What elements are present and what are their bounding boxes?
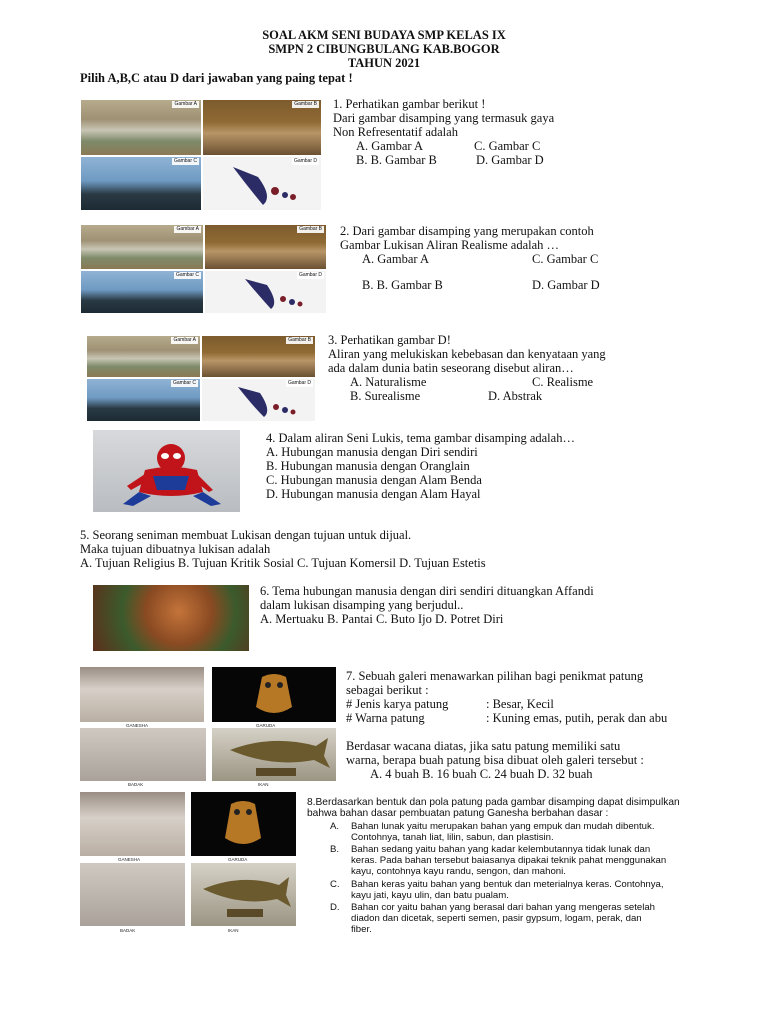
q2-text-2: Gambar Lukisan Aliran Realisme adalah … xyxy=(340,238,560,252)
q8-option-b-1: Bahan sedang yaitu bahan yang kadar kelembutannya tidak lunak dan xyxy=(351,844,651,855)
fish-figure-icon xyxy=(212,728,336,781)
q4-option-a: A. Hubungan manusia dengan Diri sendiri xyxy=(266,445,478,459)
painting-b xyxy=(203,100,321,155)
q2-text-1: 2. Dari gambar disamping yang merupakan contoh xyxy=(340,224,594,238)
q8-option-d-2: diadon dan dicetak, seperti semen, pasir gypsum, logam, perak, dan xyxy=(351,913,642,924)
q7-row2-key: # Warna patung xyxy=(346,711,425,725)
caption-c: Gambar C xyxy=(172,380,196,386)
q8-text-2: bahwa bahan dasar pembuatan patung Ganesha berbahan dasar : xyxy=(307,808,609,819)
painting-c xyxy=(87,379,200,421)
caption-c: Gambar C xyxy=(175,272,199,278)
q8-option-b-2: keras. Pada bahan tersebut baiasanya dipakai teknik pahat menggunakan xyxy=(351,855,667,866)
caption-garuda: GARUDA xyxy=(256,723,276,728)
painting-c xyxy=(81,157,201,210)
painting-b xyxy=(202,336,315,377)
affandi-painting-image xyxy=(93,585,249,651)
ganesha-statue-image xyxy=(80,667,204,722)
q5-text-1: 5. Seorang seniman membuat Lukisan dengan tujuan untuk dijual. xyxy=(80,528,412,542)
fish-figure-icon xyxy=(191,863,296,926)
painting-c xyxy=(81,271,203,313)
q6-text-2: dalam lukisan disamping yang berjudul.. xyxy=(260,598,464,612)
caption-a: Gambar A xyxy=(174,101,197,107)
caption-ikan: IKAN xyxy=(228,928,239,933)
painting-d xyxy=(203,157,321,210)
q8-label-b: B. xyxy=(330,844,340,855)
spiderman-figure-icon xyxy=(93,430,240,512)
q3-option-d: D. Abstrak xyxy=(488,389,543,403)
q7-row1-value: : Besar, Kecil xyxy=(486,697,554,711)
q3-option-a: A. Naturalisme xyxy=(350,375,427,389)
caption-ganesha: GANESHA xyxy=(126,723,149,728)
ikan-statue-image xyxy=(212,728,336,781)
q2-option-c: C. Gambar C xyxy=(532,252,599,266)
caption-badak: BADAK xyxy=(128,782,144,787)
q2-option-b: B. B. Gambar B xyxy=(362,278,443,292)
q8-option-c-2: kayu jati, kayu ulin, dan batu pualam. xyxy=(351,890,509,901)
ganesha-statue-image xyxy=(80,792,185,856)
q5-options: A. Tujuan Religius B. Tujuan Kritik Sosial C. Tujuan Komersil D. Tujuan Estetis xyxy=(80,556,486,570)
q8-option-c-1: Bahan keras yaitu bahan yang bentuk dan meterialnya keras. Contohnya, xyxy=(351,879,664,890)
spiderman-image xyxy=(93,430,240,512)
caption-d: Gambar D xyxy=(293,158,317,164)
badak-statue-image xyxy=(80,728,206,781)
caption-d: Gambar D xyxy=(298,272,322,278)
q8-label-d: D. xyxy=(330,902,340,913)
instruction: Pilih A,B,C atau D dari jawaban yang paing tepat ! xyxy=(80,71,353,85)
q4-option-d: D. Hubungan manusia dengan Alam Hayal xyxy=(266,487,481,501)
q2-option-d: D. Gambar D xyxy=(532,278,600,292)
q7-text-2: sebagai berikut : xyxy=(346,683,429,697)
caption-b: Gambar B xyxy=(288,337,311,343)
garuda-statue-image xyxy=(191,792,296,856)
painting-b xyxy=(205,225,326,269)
painting-a xyxy=(87,336,200,377)
q1-text-2: Dari gambar disamping yang termasuk gaya xyxy=(333,111,555,125)
q8-option-d-1: Bahan cor yaitu bahan yang berasal dari bahan yang mengeras setelah xyxy=(351,902,656,913)
q1-text-1: 1. Perhatikan gambar berikut ! xyxy=(333,97,486,111)
q4-option-b: B. Hubungan manusia dengan Oranglain xyxy=(266,459,470,473)
q8-label-a: A. xyxy=(330,821,340,832)
q3-text-1: 3. Perhatikan gambar D! xyxy=(328,333,451,347)
caption-b: Gambar B xyxy=(299,226,322,232)
q1-option-a: A. Gambar A xyxy=(356,139,423,153)
caption-ganesha: GANESHA xyxy=(118,857,141,862)
q8-label-c: C. xyxy=(330,879,340,890)
caption-garuda: GARUDA xyxy=(228,857,248,862)
ikan-statue-image xyxy=(191,863,296,926)
q5-text-2: Maka tujuan dibuatnya lukisan adalah xyxy=(80,542,271,556)
q1-option-d: D. Gambar D xyxy=(476,153,544,167)
q6-options: A. Mertuaku B. Pantai C. Buto Ijo D. Potret Diri xyxy=(260,612,504,626)
title-line-1: SOAL AKM SENI BUDAYA SMP KELAS IX xyxy=(262,28,506,42)
q8-option-d-3: fiber. xyxy=(351,924,372,935)
q3-text-3: ada dalam dunia batin seseorang disebut aliran… xyxy=(328,361,574,375)
painting-d xyxy=(202,379,315,421)
caption-a: Gambar A xyxy=(173,337,196,343)
caption-a: Gambar A xyxy=(176,226,199,232)
caption-b: Gambar B xyxy=(294,101,317,107)
painting-d xyxy=(205,271,326,313)
caption-ikan: IKAN xyxy=(258,782,269,787)
owl-figure-icon xyxy=(212,667,336,722)
q3-option-b: B. Surealisme xyxy=(350,389,421,403)
q7-options: A. 4 buah B. 16 buah C. 24 buah D. 32 buah xyxy=(370,767,593,781)
q4-text-1: 4. Dalam aliran Seni Lukis, tema gambar disamping adalah… xyxy=(266,431,575,445)
q7-text-4: warna, berapa buah patung bisa dibuat oleh galeri tersebut : xyxy=(346,753,644,767)
q1-text-3: Non Refresentatif adalah xyxy=(333,125,458,139)
title-line-3: TAHUN 2021 xyxy=(347,56,421,70)
q8-option-a-2: Contohnya, tanah liat, lilin, sabun, dan plastisin. xyxy=(351,832,554,843)
painting-a xyxy=(81,100,201,155)
q7-row1-key: # Jenis karya patung xyxy=(346,697,449,711)
q2-option-a: A. Gambar A xyxy=(362,252,429,266)
owl-figure-icon xyxy=(191,792,296,856)
q8-option-b-3: kayu, contohnya kayu randu, sengon, dan mahoni. xyxy=(351,866,566,877)
caption-badak: BADAK xyxy=(120,928,136,933)
caption-c: Gambar C xyxy=(173,158,197,164)
q8-text-1: 8.Berdasarkan bentuk dan pola patung pada gambar disamping dapat disimpulkan xyxy=(307,797,680,808)
garuda-statue-image xyxy=(212,667,336,722)
badak-statue-image xyxy=(80,863,185,926)
title-line-2: SMPN 2 CIBUNGBULANG KAB.BOGOR xyxy=(268,42,500,56)
q3-option-c: C. Realisme xyxy=(532,375,594,389)
caption-d: Gambar D xyxy=(287,380,311,386)
q3-text-2: Aliran yang melukiskan kebebasan dan kenyataan yang xyxy=(328,347,606,361)
q4-option-c: C. Hubungan manusia dengan Alam Benda xyxy=(266,473,482,487)
q6-text-1: 6. Tema hubungan manusia dengan diri sendiri dituangkan Affandi xyxy=(260,584,594,598)
q8-option-a-1: Bahan lunak yaitu merupakan bahan yang empuk dan mudah dibentuk. xyxy=(351,821,655,832)
q1-option-c: C. Gambar C xyxy=(474,139,541,153)
q1-option-b: B. B. Gambar B xyxy=(356,153,437,167)
q7-text-1: 7. Sebuah galeri menawarkan pilihan bagi penikmat patung xyxy=(346,669,644,683)
q7-text-3: Berdasar wacana diatas, jika satu patung memiliki satu xyxy=(346,739,621,753)
painting-a xyxy=(81,225,203,269)
q7-row2-value: : Kuning emas, putih, perak dan abu xyxy=(486,711,668,725)
